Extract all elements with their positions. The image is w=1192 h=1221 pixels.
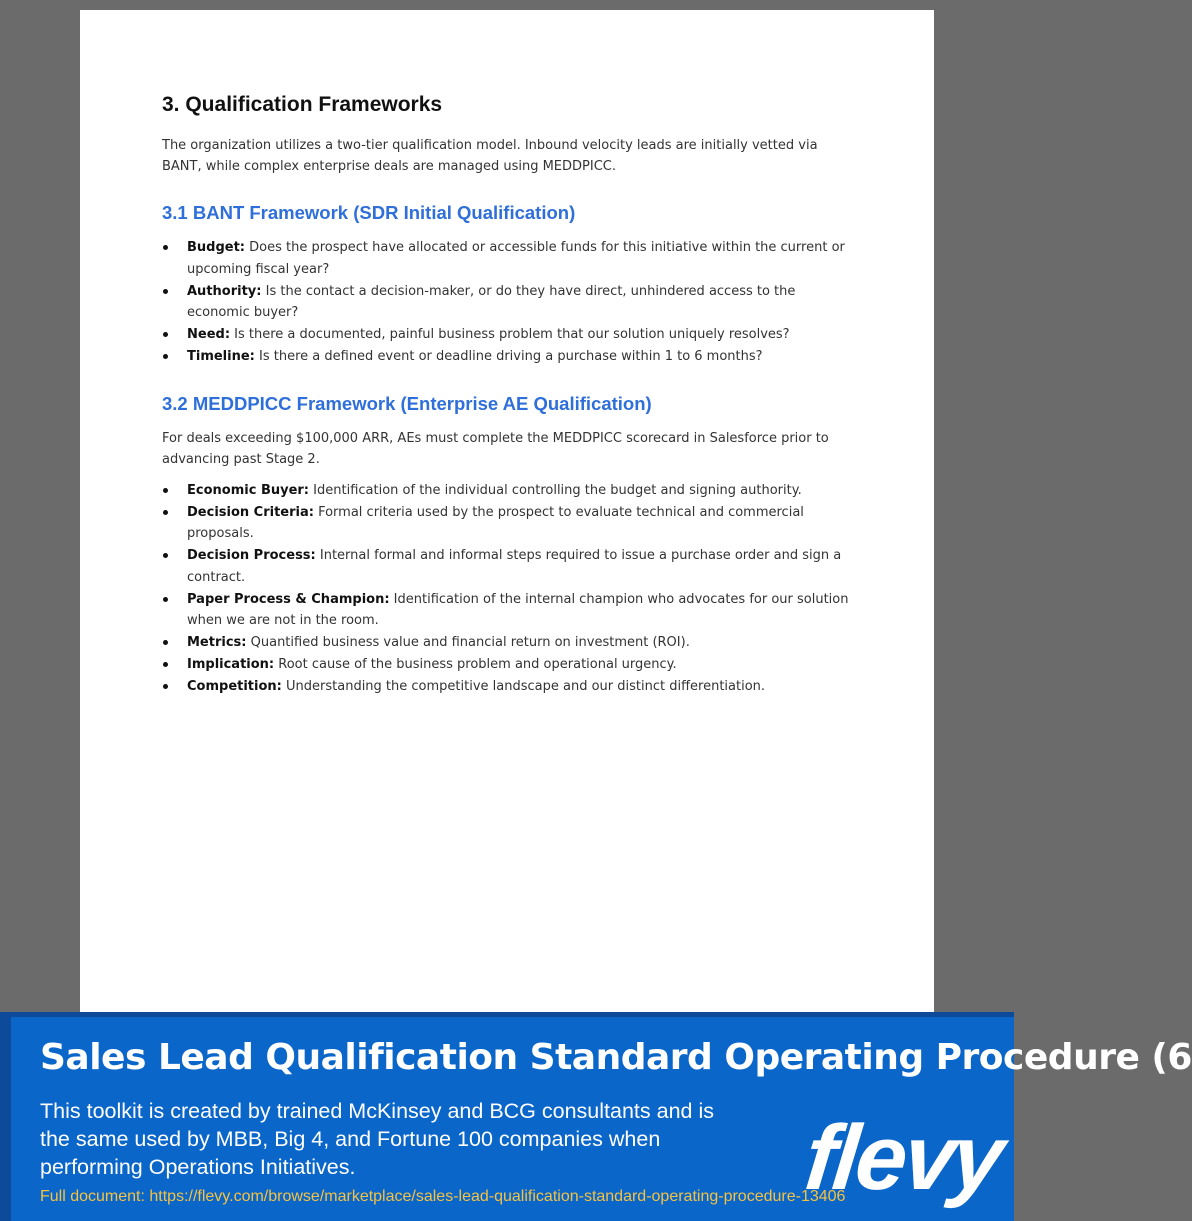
promo-banner bbox=[0, 1012, 1192, 1221]
meddpicc-list bbox=[162, 480, 852, 698]
bullet-icon bbox=[163, 662, 168, 667]
bullet-icon bbox=[163, 332, 168, 337]
list-item-text: Identification of the internal champion who advocates for our solution when we are not in the room. bbox=[187, 591, 849, 628]
bullet-icon bbox=[163, 354, 168, 359]
bullet-icon bbox=[163, 640, 168, 645]
list-item-term: Timeline: bbox=[187, 349, 255, 364]
bant-list bbox=[162, 237, 852, 368]
list-item-term: Economic Buyer: bbox=[187, 482, 310, 498]
list-item bbox=[162, 324, 852, 346]
bant-heading: 3.1 BANT Framework (SDR Initial Qualification) bbox=[162, 202, 576, 223]
meddpicc-heading: 3.2 MEDDPICC Framework (Enterprise AE Qualification) bbox=[162, 392, 652, 414]
list-item-text: Does the prospect have allocated or accessible funds for this initiative within the current or upcoming fiscal year? bbox=[187, 240, 845, 277]
list-item bbox=[162, 502, 852, 545]
list-item-term: Implication: bbox=[187, 657, 275, 672]
list-item-text: Quantified business value and financial return on investment (ROI). bbox=[250, 635, 690, 650]
list-item-text: Formal criteria used by the prospect to evaluate technical and commercial proposals. bbox=[187, 504, 804, 541]
banner-title: Sales Lead Qualification Standard Operating Procedure (6 bbox=[40, 1037, 1192, 1078]
bullet-icon bbox=[163, 684, 168, 689]
banner-description: This toolkit is created by trained McKinsey and BCG consultants and is the same used by MBB, Big 4, and Fortune 100 companies when performing Operations Initiatives. bbox=[40, 1099, 714, 1179]
list-item bbox=[162, 632, 852, 654]
flevy-logo: flevy bbox=[800, 1107, 1007, 1209]
promo-banner-panel bbox=[11, 1017, 1192, 1221]
list-item-term: Metrics: bbox=[187, 635, 247, 650]
full-document-link[interactable]: Full document: https://flevy.com/browse/marketplace/sales-lead-qualification-standard-operating-procedure-13406 bbox=[40, 1188, 846, 1205]
list-item-text: Is there a defined event or deadline driving a purchase within 1 to 6 months? bbox=[259, 349, 763, 364]
bullet-icon bbox=[163, 488, 168, 493]
bullet-icon bbox=[163, 289, 168, 294]
list-item-text: Identification of the individual controlling the budget and signing authority. bbox=[313, 482, 802, 498]
list-item bbox=[162, 281, 852, 324]
list-item-term: Competition: bbox=[187, 679, 282, 694]
document-page bbox=[80, 10, 934, 1020]
list-item bbox=[162, 237, 852, 280]
list-item-term: Budget: bbox=[187, 240, 246, 255]
bullet-icon bbox=[163, 510, 168, 515]
list-item bbox=[162, 346, 852, 368]
list-item-term: Decision Process: bbox=[187, 548, 316, 563]
page-content bbox=[162, 92, 852, 722]
section-intro: The organization utilizes a two-tier qualification model. Inbound velocity leads are initially vetted via BANT, while complex enterprise deals are managed using MEDDPICC. bbox=[162, 138, 818, 174]
list-item-text: Is there a documented, painful business problem that our solution uniquely resolves? bbox=[234, 327, 790, 342]
bullet-icon bbox=[163, 245, 168, 250]
list-item-term: Need: bbox=[187, 327, 231, 342]
list-item bbox=[162, 676, 852, 698]
list-item bbox=[162, 545, 852, 588]
bullet-icon bbox=[163, 597, 168, 602]
list-item bbox=[162, 480, 852, 502]
list-item-term: Paper Process & Champion: bbox=[187, 591, 390, 607]
list-item bbox=[162, 589, 852, 632]
list-item-text: Understanding the competitive landscape and our distinct differentiation. bbox=[286, 679, 766, 694]
section-heading: 3. Qualification Frameworks bbox=[162, 93, 443, 116]
list-item-term: Decision Criteria: bbox=[187, 504, 314, 520]
list-item-text: Root cause of the business problem and operational urgency. bbox=[278, 657, 677, 672]
bullet-icon bbox=[163, 553, 168, 558]
list-item-text: Internal formal and informal steps required to issue a purchase order and sign a contract. bbox=[187, 548, 842, 585]
meddpicc-intro: For deals exceeding $100,000 ARR, AEs must complete the MEDDPICC scorecard in Salesforce prior to advancing past Stage 2. bbox=[162, 430, 829, 467]
list-item-text: Is the contact a decision-maker, or do they have direct, unhindered access to the economic buyer? bbox=[187, 283, 796, 320]
list-item-term: Authority: bbox=[187, 283, 262, 299]
list-item bbox=[162, 654, 852, 676]
